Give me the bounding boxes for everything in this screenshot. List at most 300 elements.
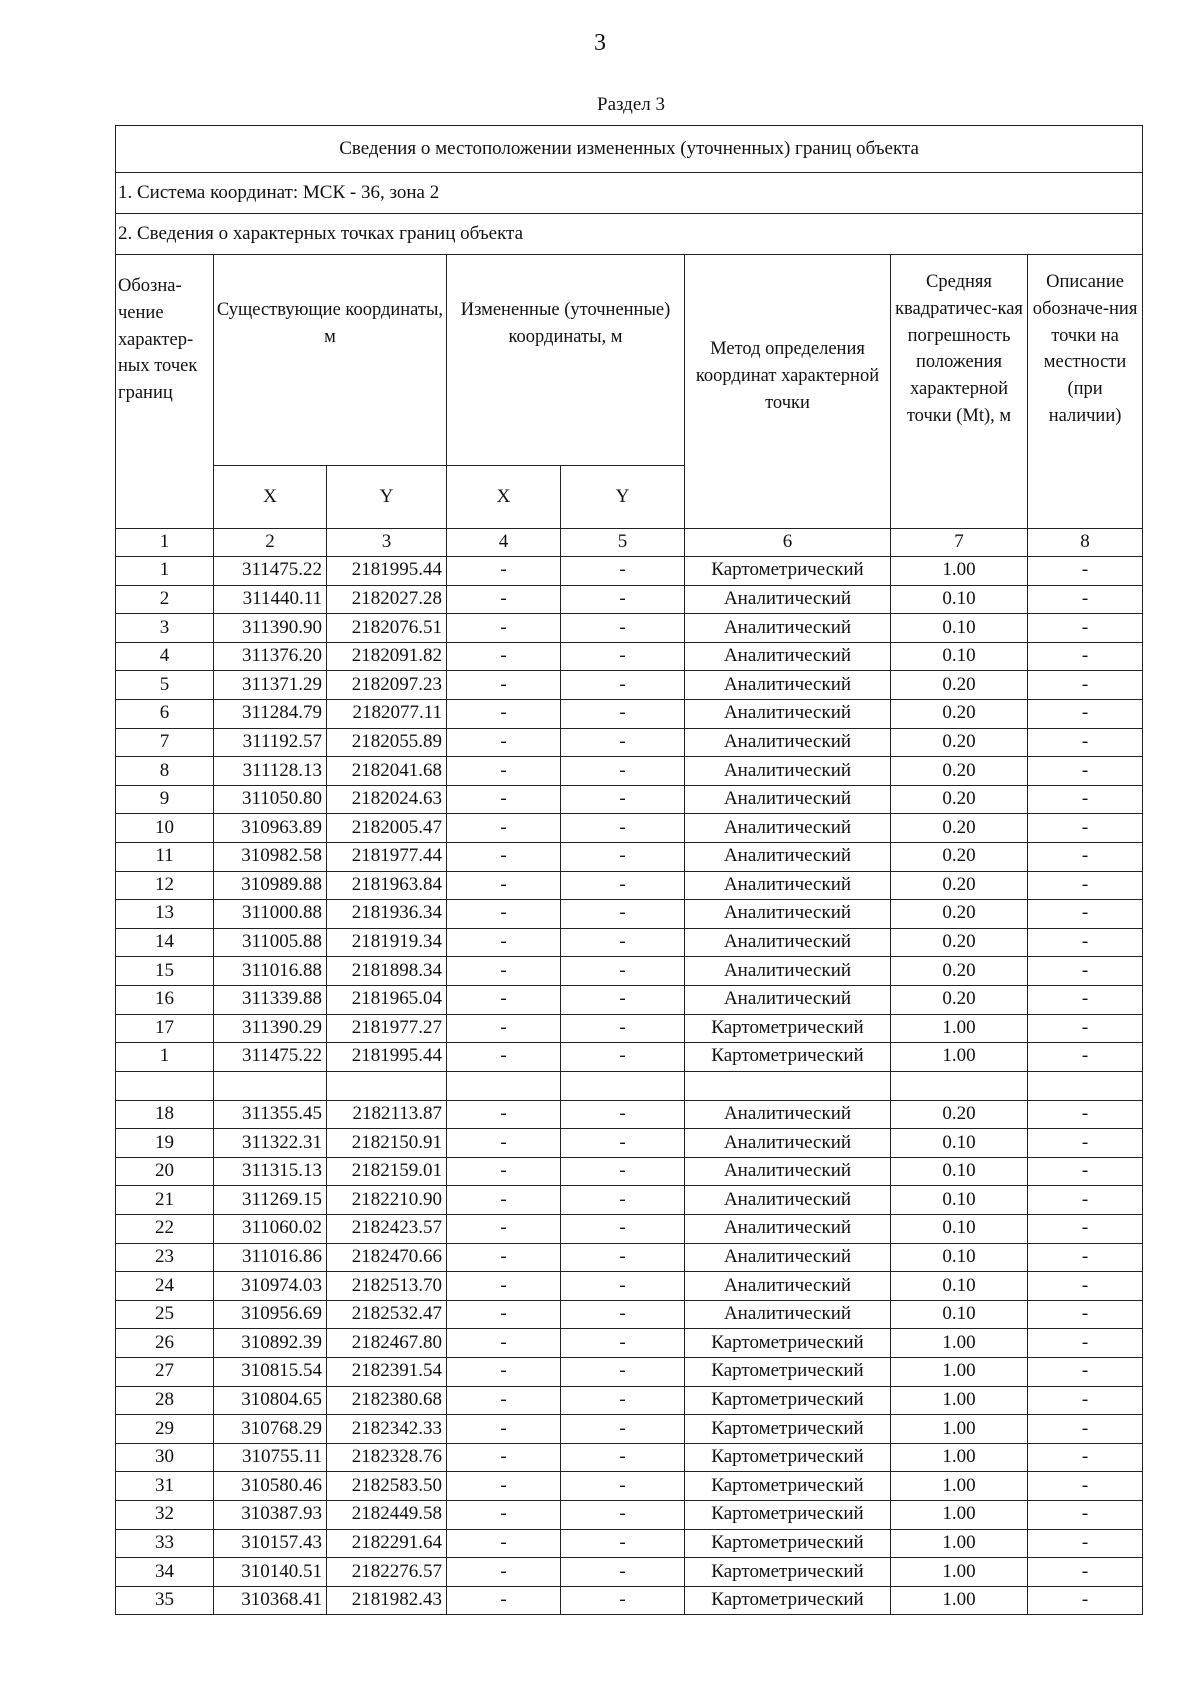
existing-y: 2182328.76 — [327, 1443, 447, 1472]
existing-x: 311390.90 — [214, 614, 327, 643]
method: Картометрический — [685, 1386, 891, 1415]
existing-y: 2182150.91 — [327, 1129, 447, 1158]
existing-x: 310140.51 — [214, 1558, 327, 1587]
table-row — [116, 1443, 1143, 1472]
existing-x: 310387.93 — [214, 1501, 327, 1530]
point-number: 33 — [116, 1529, 214, 1558]
method: Аналитический — [685, 900, 891, 929]
existing-x: 311192.57 — [214, 728, 327, 757]
existing-x: 311050.80 — [214, 785, 327, 814]
table-row — [116, 557, 1143, 586]
method: Картометрический — [685, 1043, 891, 1072]
mean-error: 1.00 — [891, 1329, 1028, 1358]
changed-y: - — [561, 1329, 685, 1358]
point-description: - — [1028, 1100, 1143, 1129]
table-row — [116, 1529, 1143, 1558]
table-row — [116, 814, 1143, 843]
method: Аналитический — [685, 671, 891, 700]
changed-y: - — [561, 1100, 685, 1129]
table-row — [116, 1243, 1143, 1272]
method: Аналитический — [685, 614, 891, 643]
column-number: 6 — [685, 529, 891, 557]
point-number: 8 — [116, 757, 214, 786]
mean-error: 1.00 — [891, 1586, 1028, 1615]
changed-y: - — [561, 842, 685, 871]
point-description: - — [1028, 1272, 1143, 1301]
existing-y: 2181995.44 — [327, 1043, 447, 1072]
changed-y: - — [561, 1272, 685, 1301]
existing-x: 310982.58 — [214, 842, 327, 871]
table-row — [116, 1415, 1143, 1444]
changed-y: - — [561, 957, 685, 986]
point-description: - — [1028, 1358, 1143, 1387]
table-row — [116, 642, 1143, 671]
table-row — [116, 957, 1143, 986]
existing-x: 310768.29 — [214, 1415, 327, 1444]
point-number: 25 — [116, 1300, 214, 1329]
method: Аналитический — [685, 757, 891, 786]
point-number: 4 — [116, 642, 214, 671]
empty-cell — [1028, 1071, 1143, 1100]
column-number: 8 — [1028, 529, 1143, 557]
existing-y: 2182027.28 — [327, 585, 447, 614]
changed-x: - — [447, 1472, 561, 1501]
existing-x: 311060.02 — [214, 1215, 327, 1244]
changed-y: - — [561, 1386, 685, 1415]
changed-x: - — [447, 585, 561, 614]
changed-x: - — [447, 1558, 561, 1587]
method: Аналитический — [685, 699, 891, 728]
changed-x: - — [447, 557, 561, 586]
point-description: - — [1028, 1043, 1143, 1072]
changed-x: - — [447, 1529, 561, 1558]
table-row — [116, 1043, 1143, 1072]
empty-cell — [214, 1071, 327, 1100]
changed-x: - — [447, 757, 561, 786]
table-row — [116, 842, 1143, 871]
existing-y: 2182380.68 — [327, 1386, 447, 1415]
section-label: Раздел 3 — [597, 94, 665, 115]
existing-x: 310804.65 — [214, 1386, 327, 1415]
point-description: - — [1028, 1014, 1143, 1043]
existing-y: 2182423.57 — [327, 1215, 447, 1244]
changed-y: - — [561, 785, 685, 814]
point-description: - — [1028, 1472, 1143, 1501]
table-row — [116, 1558, 1143, 1587]
method: Картометрический — [685, 1529, 891, 1558]
point-number: 32 — [116, 1501, 214, 1530]
point-description: - — [1028, 585, 1143, 614]
method: Аналитический — [685, 1272, 891, 1301]
existing-x: 310580.46 — [214, 1472, 327, 1501]
method: Аналитический — [685, 1243, 891, 1272]
changed-y: - — [561, 1501, 685, 1530]
existing-y: 2181977.44 — [327, 842, 447, 871]
point-description: - — [1028, 1501, 1143, 1530]
point-description: - — [1028, 985, 1143, 1014]
mean-error: 0.20 — [891, 900, 1028, 929]
header-existing-x: X — [214, 466, 327, 529]
method: Аналитический — [685, 871, 891, 900]
point-number: 11 — [116, 842, 214, 871]
existing-x: 310956.69 — [214, 1300, 327, 1329]
existing-y: 2182583.50 — [327, 1472, 447, 1501]
table-row — [116, 1014, 1143, 1043]
method: Картометрический — [685, 1586, 891, 1615]
point-number: 1 — [116, 557, 214, 586]
changed-y: - — [561, 642, 685, 671]
existing-y: 2182276.57 — [327, 1558, 447, 1587]
header-existing-y: Y — [327, 466, 447, 529]
point-description: - — [1028, 1415, 1143, 1444]
header-description: Описание обозначе-ния точки на местности (при наличии) — [1028, 255, 1143, 529]
changed-x: - — [447, 900, 561, 929]
mean-error: 0.10 — [891, 1186, 1028, 1215]
existing-y: 2182291.64 — [327, 1529, 447, 1558]
mean-error: 0.20 — [891, 842, 1028, 871]
mean-error: 1.00 — [891, 1501, 1028, 1530]
table-row — [116, 699, 1143, 728]
point-description: - — [1028, 1129, 1143, 1158]
existing-y: 2181936.34 — [327, 900, 447, 929]
changed-x: - — [447, 1300, 561, 1329]
point-description: - — [1028, 1529, 1143, 1558]
changed-y: - — [561, 814, 685, 843]
empty-cell — [116, 1071, 214, 1100]
existing-x: 310974.03 — [214, 1272, 327, 1301]
changed-x: - — [447, 985, 561, 1014]
existing-y: 2182210.90 — [327, 1186, 447, 1215]
point-description: - — [1028, 1558, 1143, 1587]
header-existing-coordinates: Существующие координаты, м — [214, 255, 447, 466]
changed-y: - — [561, 1300, 685, 1329]
boundary-points-table — [115, 125, 1143, 1615]
point-number: 15 — [116, 957, 214, 986]
point-description: - — [1028, 1300, 1143, 1329]
mean-error: 1.00 — [891, 557, 1028, 586]
method: Аналитический — [685, 842, 891, 871]
method: Аналитический — [685, 1129, 891, 1158]
changed-x: - — [447, 1043, 561, 1072]
existing-y: 2182532.47 — [327, 1300, 447, 1329]
method: Картометрический — [685, 1358, 891, 1387]
method: Аналитический — [685, 785, 891, 814]
point-number: 6 — [116, 699, 214, 728]
existing-y: 2182391.54 — [327, 1358, 447, 1387]
point-number: 28 — [116, 1386, 214, 1415]
changed-x: - — [447, 1415, 561, 1444]
existing-y: 2182041.68 — [327, 757, 447, 786]
changed-y: - — [561, 728, 685, 757]
existing-x: 311339.88 — [214, 985, 327, 1014]
existing-y: 2182159.01 — [327, 1157, 447, 1186]
existing-y: 2182342.33 — [327, 1415, 447, 1444]
point-description: - — [1028, 1586, 1143, 1615]
point-number: 30 — [116, 1443, 214, 1472]
changed-x: - — [447, 1129, 561, 1158]
mean-error: 1.00 — [891, 1529, 1028, 1558]
table-row — [116, 871, 1143, 900]
point-number: 29 — [116, 1415, 214, 1444]
changed-x: - — [447, 1272, 561, 1301]
changed-y: - — [561, 1415, 685, 1444]
method: Аналитический — [685, 957, 891, 986]
point-number: 7 — [116, 728, 214, 757]
header-mean-error: Средняя квадратичес-кая погрешность положения характерной точки (Mt), м — [891, 255, 1028, 529]
changed-y: - — [561, 871, 685, 900]
table-row — [116, 1358, 1143, 1387]
point-description: - — [1028, 614, 1143, 643]
existing-y: 2182005.47 — [327, 814, 447, 843]
mean-error: 0.20 — [891, 671, 1028, 700]
method: Аналитический — [685, 985, 891, 1014]
point-description: - — [1028, 1243, 1143, 1272]
changed-x: - — [447, 1501, 561, 1530]
existing-x: 311269.15 — [214, 1186, 327, 1215]
changed-x: - — [447, 642, 561, 671]
point-number: 31 — [116, 1472, 214, 1501]
changed-y: - — [561, 585, 685, 614]
table-row — [116, 1157, 1143, 1186]
column-number: 1 — [116, 529, 214, 557]
changed-y: - — [561, 1186, 685, 1215]
column-number: 5 — [561, 529, 685, 557]
point-number: 14 — [116, 928, 214, 957]
changed-y: - — [561, 1529, 685, 1558]
header-designation: Обозна-чение характер-ных точек границ — [116, 255, 214, 529]
changed-y: - — [561, 1358, 685, 1387]
existing-y: 2182024.63 — [327, 785, 447, 814]
method: Аналитический — [685, 1100, 891, 1129]
method: Картометрический — [685, 557, 891, 586]
changed-y: - — [561, 1443, 685, 1472]
existing-y: 2182467.80 — [327, 1329, 447, 1358]
table-row — [116, 1329, 1143, 1358]
mean-error: 1.00 — [891, 1558, 1028, 1587]
changed-x: - — [447, 1586, 561, 1615]
mean-error: 0.10 — [891, 1243, 1028, 1272]
mean-error: 0.20 — [891, 728, 1028, 757]
existing-y: 2182470.66 — [327, 1243, 447, 1272]
coordinate-system: 1. Система координат: МСК - 36, зона 2 — [116, 173, 1143, 214]
existing-x: 310963.89 — [214, 814, 327, 843]
changed-y: - — [561, 671, 685, 700]
point-number: 24 — [116, 1272, 214, 1301]
method: Картометрический — [685, 1501, 891, 1530]
table-row — [116, 785, 1143, 814]
point-description: - — [1028, 1157, 1143, 1186]
mean-error: 0.20 — [891, 871, 1028, 900]
changed-x: - — [447, 785, 561, 814]
existing-x: 311440.11 — [214, 585, 327, 614]
existing-y: 2182091.82 — [327, 642, 447, 671]
mean-error: 0.10 — [891, 1300, 1028, 1329]
changed-y: - — [561, 1215, 685, 1244]
changed-y: - — [561, 928, 685, 957]
changed-y: - — [561, 1472, 685, 1501]
existing-x: 311016.86 — [214, 1243, 327, 1272]
existing-x: 311390.29 — [214, 1014, 327, 1043]
header-changed-coordinates: Измененные (уточненные) координаты, м — [447, 255, 685, 466]
point-number: 13 — [116, 900, 214, 929]
method: Картометрический — [685, 1014, 891, 1043]
table-row — [116, 1472, 1143, 1501]
table-row — [116, 757, 1143, 786]
table-row — [116, 614, 1143, 643]
existing-x: 310368.41 — [214, 1586, 327, 1615]
existing-x: 310892.39 — [214, 1329, 327, 1358]
method: Аналитический — [685, 1300, 891, 1329]
changed-y: - — [561, 699, 685, 728]
method: Аналитический — [685, 1157, 891, 1186]
column-number: 3 — [327, 529, 447, 557]
existing-y: 2182449.58 — [327, 1501, 447, 1530]
changed-x: - — [447, 1358, 561, 1387]
point-description: - — [1028, 557, 1143, 586]
point-description: - — [1028, 871, 1143, 900]
mean-error: 0.20 — [891, 699, 1028, 728]
existing-y: 2182097.23 — [327, 671, 447, 700]
method: Картометрический — [685, 1329, 891, 1358]
table-row — [116, 985, 1143, 1014]
existing-y: 2181995.44 — [327, 557, 447, 586]
page-number: 3 — [594, 30, 606, 56]
point-description: - — [1028, 642, 1143, 671]
point-description: - — [1028, 671, 1143, 700]
point-description: - — [1028, 1386, 1143, 1415]
changed-x: - — [447, 1186, 561, 1215]
changed-y: - — [561, 1157, 685, 1186]
column-number: 4 — [447, 529, 561, 557]
changed-y: - — [561, 1014, 685, 1043]
point-number: 12 — [116, 871, 214, 900]
table-row — [116, 1186, 1143, 1215]
mean-error: 0.20 — [891, 985, 1028, 1014]
table-row — [116, 1272, 1143, 1301]
changed-y: - — [561, 1243, 685, 1272]
point-number: 26 — [116, 1329, 214, 1358]
table-row — [116, 1100, 1143, 1129]
table-row — [116, 1586, 1143, 1615]
method: Аналитический — [685, 1215, 891, 1244]
changed-x: - — [447, 728, 561, 757]
point-number: 16 — [116, 985, 214, 1014]
mean-error: 0.20 — [891, 1100, 1028, 1129]
point-number: 2 — [116, 585, 214, 614]
changed-x: - — [447, 1386, 561, 1415]
method: Аналитический — [685, 814, 891, 843]
changed-y: - — [561, 1586, 685, 1615]
changed-x: - — [447, 699, 561, 728]
point-description: - — [1028, 1329, 1143, 1358]
point-number: 21 — [116, 1186, 214, 1215]
changed-x: - — [447, 671, 561, 700]
point-description: - — [1028, 728, 1143, 757]
changed-y: - — [561, 757, 685, 786]
existing-y: 2181898.34 — [327, 957, 447, 986]
point-number: 5 — [116, 671, 214, 700]
point-number: 20 — [116, 1157, 214, 1186]
existing-x: 311005.88 — [214, 928, 327, 957]
table-row — [116, 671, 1143, 700]
existing-y: 2182513.70 — [327, 1272, 447, 1301]
changed-x: - — [447, 871, 561, 900]
changed-x: - — [447, 1215, 561, 1244]
changed-x: - — [447, 614, 561, 643]
mean-error: 1.00 — [891, 1472, 1028, 1501]
point-description: - — [1028, 957, 1143, 986]
mean-error: 0.20 — [891, 928, 1028, 957]
point-description: - — [1028, 842, 1143, 871]
mean-error: 0.10 — [891, 614, 1028, 643]
contour-separator-row — [116, 1071, 1143, 1100]
method: Аналитический — [685, 928, 891, 957]
method: Аналитический — [685, 1186, 891, 1215]
table-row — [116, 1215, 1143, 1244]
point-number: 35 — [116, 1586, 214, 1615]
existing-x: 311475.22 — [214, 1043, 327, 1072]
existing-x: 310989.88 — [214, 871, 327, 900]
points-caption: 2. Сведения о характерных точках границ объекта — [116, 214, 1143, 255]
method: Картометрический — [685, 1415, 891, 1444]
existing-x: 311315.13 — [214, 1157, 327, 1186]
point-number: 3 — [116, 614, 214, 643]
table-row — [116, 1129, 1143, 1158]
mean-error: 1.00 — [891, 1043, 1028, 1072]
table-title: Сведения о местоположении измененных (уточненных) границ объекта — [116, 126, 1143, 173]
mean-error: 0.10 — [891, 1215, 1028, 1244]
table-row — [116, 1386, 1143, 1415]
changed-y: - — [561, 557, 685, 586]
existing-x: 310157.43 — [214, 1529, 327, 1558]
existing-x: 311376.20 — [214, 642, 327, 671]
mean-error: 0.20 — [891, 814, 1028, 843]
existing-x: 311000.88 — [214, 900, 327, 929]
existing-x: 311016.88 — [214, 957, 327, 986]
changed-y: - — [561, 614, 685, 643]
point-number: 9 — [116, 785, 214, 814]
table-row — [116, 585, 1143, 614]
changed-y: - — [561, 1558, 685, 1587]
changed-x: - — [447, 1157, 561, 1186]
point-number: 34 — [116, 1558, 214, 1587]
point-description: - — [1028, 1215, 1143, 1244]
changed-x: - — [447, 842, 561, 871]
method: Аналитический — [685, 642, 891, 671]
changed-x: - — [447, 1329, 561, 1358]
existing-x: 310755.11 — [214, 1443, 327, 1472]
point-description: - — [1028, 900, 1143, 929]
mean-error: 0.10 — [891, 1129, 1028, 1158]
header-changed-x: X — [447, 466, 561, 529]
existing-y: 2182076.51 — [327, 614, 447, 643]
point-number: 17 — [116, 1014, 214, 1043]
existing-y: 2181963.84 — [327, 871, 447, 900]
table-row — [116, 900, 1143, 929]
method: Аналитический — [685, 728, 891, 757]
point-description: - — [1028, 699, 1143, 728]
point-description: - — [1028, 928, 1143, 957]
changed-x: - — [447, 957, 561, 986]
existing-y: 2181977.27 — [327, 1014, 447, 1043]
changed-x: - — [447, 1100, 561, 1129]
existing-x: 311355.45 — [214, 1100, 327, 1129]
mean-error: 0.20 — [891, 957, 1028, 986]
changed-y: - — [561, 985, 685, 1014]
mean-error: 1.00 — [891, 1358, 1028, 1387]
changed-x: - — [447, 928, 561, 957]
mean-error: 1.00 — [891, 1443, 1028, 1472]
